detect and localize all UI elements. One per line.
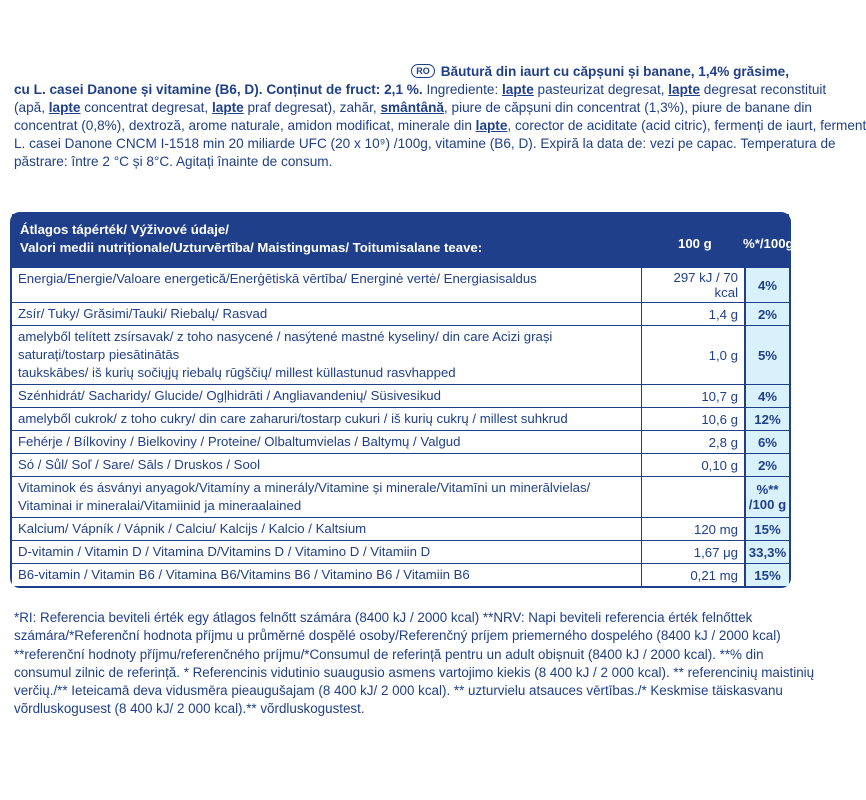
allergen-cream: smântână (380, 100, 444, 115)
nutrient-name-line: Kalcium/ Vápník / Vápnik / Calciu/ Kalcijs / Kalcio / Kaltsium (18, 521, 367, 536)
nutrient-name-line: Vitaminok és ásványi anyagok/Vitamíny a minerály/Vitamine și minerale/Vitamīni un minerālvielas/ (18, 480, 591, 495)
nutrient-percent (746, 268, 789, 302)
percent-value: 4% (757, 277, 778, 293)
allergen-milk: lapte (668, 82, 701, 97)
nutrient-value-100g: 297 kJ / 70 kcal (642, 268, 746, 302)
nutrient-name-line: Zsír/ Tuky/ Grăsimi/Tauki/ Riebalų/ Rasvad (18, 306, 268, 321)
allergen-milk: lapte (211, 100, 244, 115)
footnote-line: *RI: Referencia beviteli érték egy átlagos felnőtt számára (8400 kJ / 2000 kcal) **NRV: Napi beviteli referencia érték felnőttek (14, 610, 753, 625)
percent-value: 6% (757, 434, 778, 450)
nutrient-value-100g: 1,4 g (642, 303, 746, 325)
nutrient-value-100g (642, 477, 746, 517)
ingr-text: (apă, (14, 100, 49, 115)
table-row (12, 453, 789, 476)
ingredients-label: Ingrediente: (426, 82, 499, 97)
footnote (14, 609, 815, 719)
product-title-line (14, 63, 789, 81)
nutrient-name-line: Fehérje / Bílkoviny / Bielkoviny / Proteine/ Olbaltumvielas / Baltymų / Valgud (18, 434, 461, 449)
nutrient-name (12, 518, 642, 540)
nutrient-value-100g: 1,67 μg (642, 541, 746, 563)
table-row (12, 268, 789, 302)
percent-value: 5% (757, 347, 778, 363)
nutrient-name (12, 385, 642, 407)
nutrient-percent (746, 303, 789, 325)
table-row (12, 540, 789, 563)
nutrient-name-line: B6-vitamin / Vitamin B6 / Vitamina B6/Vitamins B6 / Vitaminо B6 / Vitamiin B6 (18, 567, 470, 582)
column-header-percent: %*/100g (743, 236, 794, 251)
ingredients-line-3 (14, 99, 812, 117)
ingr-text: praf degresat), zahăr, (243, 100, 381, 115)
nutrition-table (10, 212, 794, 588)
footnote-line: **referenční hodnoty příjmu/referenčného príjmu/*Consumul de referință pentru un adult obișnuit (8400 kJ / 2000 kcal). **% din (14, 646, 764, 662)
nutrient-name (12, 408, 642, 430)
percent-value: 2% (757, 306, 778, 322)
nutrient-percent (746, 326, 789, 384)
nutrient-name (12, 268, 642, 302)
nutrient-name (12, 564, 642, 586)
nutrient-name-line: Energia/Energie/Valoare energetică/Enerģētiskā vērtība/ Energinė vertė/ Energiasisaldus (18, 271, 537, 286)
percent-value: 15% (754, 567, 781, 583)
nutrient-value-100g: 10,6 g (642, 408, 746, 430)
ingredients-paragraph (14, 63, 866, 171)
nutrient-percent (746, 431, 789, 453)
nutrient-value-100g: 10,7 g (642, 385, 746, 407)
allergen-milk: lapte (48, 100, 81, 115)
percent-value: 12% (754, 411, 781, 427)
nutrient-name (12, 454, 642, 476)
product-title: Băutură din iaurt cu căpșuni și banane, 1,4% grăsime, (440, 64, 789, 79)
table-row (12, 325, 789, 384)
ingr-l2-2: pasteurizat degresat, (533, 82, 669, 97)
nutrient-name-line: Vitaminai ir mineralai/Vitamiinid ja mineraalained (18, 498, 302, 513)
nutrient-value-100g: 2,8 g (642, 431, 746, 453)
ingr-text: , piure de căpșuni din concentrat (1,3%), piure de banane din (443, 100, 812, 115)
ingredients-line-6: păstrare: între 2 °C și 8°C. Agitați înainte de consum. (14, 154, 333, 169)
nutrient-value-100g: 120 mg (642, 518, 746, 540)
percent-value: %** (756, 482, 779, 497)
table-row (12, 517, 789, 540)
ingr-text: concentrat degresat, (80, 100, 212, 115)
percent-value: 4% (757, 388, 778, 404)
ingredients-line-2 (14, 81, 827, 99)
allergen-milk: lapte (502, 82, 534, 97)
column-header-100g: 100 g (678, 236, 712, 251)
nutrient-value-100g: 0,21 mg (642, 564, 746, 586)
table-body (12, 268, 789, 586)
ingr-text: concentrat (0,8%), dextroză, arome naturale, amidon modificat, minerale din (14, 118, 476, 133)
nutrient-name (12, 326, 642, 384)
nutrient-name-line: taukskābes/ iš kurių sočiųjų riebalų rūgščių/ millest küllastunud rasvhapped (18, 365, 456, 380)
table-header-title-2: Valori medii nutriționale/Uzturvērtība/ Maistingumas/ Toitumisalane teave: (20, 240, 483, 255)
nutrient-percent (746, 408, 789, 430)
nutrient-name (12, 541, 642, 563)
percent-unit: /100 g (748, 497, 787, 512)
table-row (12, 430, 789, 453)
table-header-title-1: Átlagos tápérték/ Výživové údaje/ (20, 222, 229, 237)
table-header (12, 214, 794, 268)
footnote-line: consumul zilnic de referință. * Referencinis vidutinio suaugusio asmens vartojimo kiekis (8 400 kJ / 2 000 kcal). ** referencinių maistinių (14, 664, 815, 680)
nutrient-name-line: Szénhidrát/ Sacharidy/ Glucide/ Ogļhidrāti / Angliavandenių/ Süsivesikud (18, 388, 441, 403)
nutrient-name (12, 431, 642, 453)
table-row (12, 302, 789, 325)
product-subtitle: cu L. casei Danone și vitamine (B6, D). Conținut de fruct: 2,1 %. (14, 82, 423, 97)
nutrient-name-line: amelyből telített zsírsavak/ z toho nasycené / nasýtené mastné kyseliny/ din care Acizi grași saturați/tostarp piesātinātās (18, 329, 553, 362)
nutrient-percent (746, 518, 789, 540)
nutrient-name (12, 477, 642, 517)
nutrient-percent (746, 541, 789, 563)
nutrient-percent (746, 454, 789, 476)
table-row (12, 476, 789, 517)
ingredients-line-5: L. casei Danone CNCM I-1518 min 20 miliarde UFC (20 x 10⁹) /100g, vitamine (B6, D). Expiră la data de: vezi pe capac. Temperatura de (14, 136, 836, 151)
nutrient-name-line: amelyből cukrok/ z toho cukry/ din care zaharuri/tostarp cukuri / iš kurių cukrų / millest suhkrud (18, 411, 568, 426)
percent-value: 33,3% (748, 544, 787, 560)
nutrient-percent (746, 564, 789, 586)
nutrient-percent (746, 385, 789, 407)
percent-value: 15% (754, 521, 781, 537)
ingredients-line-4 (14, 117, 866, 135)
nutrient-name-line: D-vitamin / Vitamin D / Vitamina D/Vitamins D / Vitaminо D / Vitamiin D (18, 544, 431, 559)
table-row (12, 563, 789, 586)
nutrient-value-100g: 1,0 g (642, 326, 746, 384)
footnote-line: võrdluskogusest (8 400 kJ/ 2 000 kcal).** võrdluskogustest. (14, 701, 365, 717)
allergen-milk: lapte (475, 118, 508, 133)
nutrient-percent (746, 477, 789, 517)
nutrient-value-100g: 0,10 g (642, 454, 746, 476)
table-row (12, 407, 789, 430)
table-row (12, 384, 789, 407)
footnote-line: verčių./** Ieteicamā deva vidusmēra pieaugušajam (8 400 kJ/ 2 000 kcal). ** uzturvielu atsauces vērtības./* Keskmise täiskasvanu (14, 683, 783, 699)
ingr-text: , corector de aciditate (acid citric), fermenți de iaurt, ferment (507, 118, 866, 133)
ingr-l2-4: degresat reconstituit (700, 82, 827, 97)
nutrient-name (12, 303, 642, 325)
footnote-line: számára/*Referenční hodnota příjmu u průměrné dospělé osoby/Referenčný príjem priemerného dospelého (8400 kJ / 2000 kcal) (14, 628, 781, 644)
percent-value: 2% (757, 457, 778, 473)
language-badge-ro: RO (411, 64, 435, 78)
nutrient-name-line: Só / Sůl/ Soľ / Sare/ Sāls / Druskos / Sool (18, 457, 261, 472)
